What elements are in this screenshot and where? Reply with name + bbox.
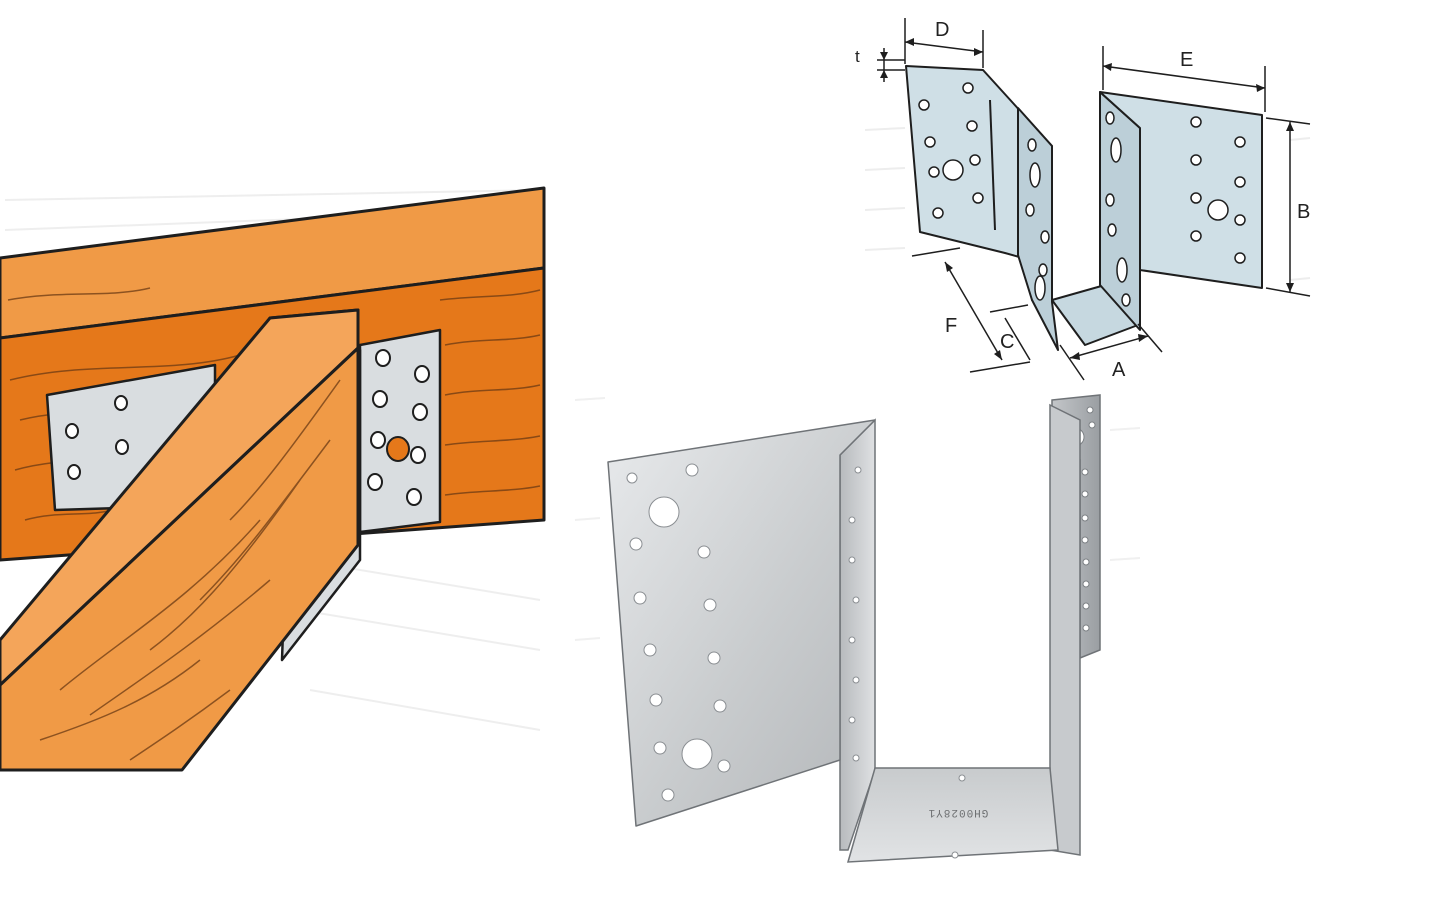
dimension-label-e: E <box>1180 49 1194 71</box>
photo-base-hole-back <box>959 775 965 781</box>
photo-left-flange-large-hole-bottom <box>682 739 712 769</box>
photo-left-flange-large-hole-top <box>649 497 679 527</box>
dimension-label-t: t <box>855 47 860 66</box>
photo-right-side-wall <box>1050 405 1080 855</box>
photo-left-flange <box>608 420 875 826</box>
dimension-label-c: C <box>1000 331 1015 353</box>
technical-spec-drawing <box>855 18 1310 381</box>
right-flange-large-hole <box>387 437 409 461</box>
dimension-label-b: B <box>1297 201 1311 223</box>
dimension-label-a: A <box>1112 359 1126 381</box>
dimension-label-d: D <box>935 19 950 41</box>
product-stamp: GH0028Y1 <box>927 806 989 818</box>
installation-illustration <box>0 188 544 770</box>
hanger-right-flange <box>360 330 440 532</box>
spec-left-side-wall <box>1018 108 1058 350</box>
product-photo <box>575 395 1140 862</box>
photo-base-hole-front <box>952 852 958 858</box>
dimension-label-f: F <box>945 315 958 337</box>
